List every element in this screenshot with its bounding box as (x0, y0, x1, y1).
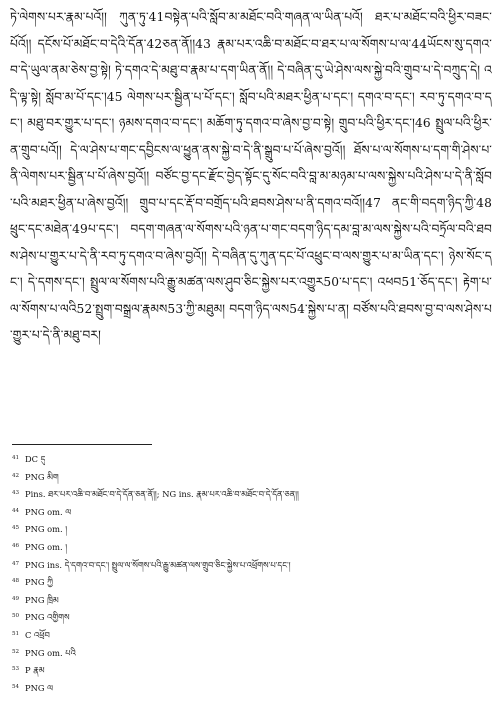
footnote-item (12, 645, 490, 663)
footnote-text: Pins. ཐར་པར་འཆི་བ་མཐོང་བ་དེ་དོན་ཅན་ནོ།།; NG ins. རྣམ་པར་འཆི་བ་མཐོང་བ་དེ་དོན་ཅན།། (25, 489, 299, 500)
footnote-number: 48 (12, 578, 20, 585)
footnote-number: 51 (12, 630, 20, 637)
footnote-number: 43 (12, 490, 20, 497)
footnote-number: 41 (12, 455, 20, 461)
footnote-text: PNG om. ། (25, 541, 68, 552)
footnote-number: 50 (12, 613, 20, 620)
footnote-item (12, 539, 490, 557)
footnote-item (12, 451, 490, 469)
footnote-item (12, 504, 490, 522)
footnote-text: C འཕྲོབ (25, 629, 50, 640)
footnote-number: 47 (12, 560, 20, 567)
footnote-text: P རྣམ (25, 665, 45, 676)
main-text-block: ཏེ་ལེགས་པར་རྣམ་པའོ།། ཀུན་ཏུ་41བསྟེན་པའི་སློབ་མ་མཐོང་བའི་གཞན་ལ་ཡིན་པའོ། ཐར་པ་མཐོང་བའི་ཕྱིར་བཟང་པོའོ།། དངོས་པོ་མཐོང་བ་དེའི་དོན་42ཅན་ནོ།།43 རྣམ་པར་འཆི་བ་མཐོང་བ་ཐར་པ་ལ་སོགས་པ་ལ་44ཡོངས་སུ་དགའ་བ་དེ་ཡུལ་ནམ་ཅེས་བྱ་སྟེ། ཏེ་དགའ་དེ་མཐུ་བ་རྣམ་པ་དག་ཡིན་ནོ།། དེ་བཞིན་དུ་ཡེ་ཤེས་ལས་སྐྱེ་བའི་གྲུབ་པ་དེ་བཀྲུད་དེ། འདི་ལྟ་སྟེ། སློབ་མ་པོ་དང་།45 ལེགས་པར་སྦྱིན་པ་པོ་དང་། སློབ་པའི་མཐར་ཕྱིན་པ་དང་། དགའ་བ་དང་། རབ་ཏུ་དགའ་བ་དང་། མཐུ་བར་གྱུར་པ་དང་། ཉམས་དགའ་བ་དང་། མཆོག་ཏུ་དགའ་བ་ཞེས་བྱ་བ་སྟེ། གྲུབ་པའི་ཕྱིར་དང་།46 སྤྲུལ་པའི་ཕྱིར་ན་གྲུབ་པའོ།། དེ་ལ་ཤེས་པ་གང་དབྱིངས་ལ་ཕྱུན་ནས་སྐྱེ་བ་དེ་ནི་སྒྲུབ་པ་པོ་ཞེས་བྱའོ།། ཐོས་པ་ལ་སོགས་པ་དག་གི་ཤེས་པ་ནི་ལེགས་པར་སྦྱིན་པ་པོ་ཞེས་བྱའོ།། བཙོང་བྱ་དང་རྫོང་བྱེད་སྟོང་དུ་སོང་བའི་བླ་མ་མཉམ་པ་ལས་སྐྱེས་པའི་ཤེས་པ་དེ་ནི་སློབ་པའི་མཐར་ཕྱིན་པ་ཞེས་བྱའོ།། གྲུབ་པ་དང་རྡོ་བ་བགྲོད་པའི་ཐབས་ཤེས་པ་ནི་དགའ་བའོ།།47 ནང་གི་བདག་ཉིད་ཀྱི་48ཕྲུང་དང་མཐེན་49པ་དང་། བདག་གཞན་ལ་སོགས་པའི་ཉན་པ་གང་བདག་ཉིད་དམ་བླ་མ་ལས་སྐྱེས་པའི་བཏྲོལ་བའི་ཐབས་ཤེས་པ་གྱུར་པ་དེ་ནི་རབ་ཏུ་དགའ་བ་ཞེས་བྱའོ།། དེ་བཞིན་དུ་ཀུན་དང་པོ་འཕྲུང་བ་ལས་གྱུར་པ་མ་ཡིན་དང་། ཉེས་སོང་དང་། དེ་དགས་དང་། སྤྲུལ་ལ་སོགས་པའི་རྒྱུ་མཚན་ལས་ཤུབ་ཅིང་སྐྱེས་པར་འགྱུར50་པ་དང་། འཕབ51་ཅོད་དང་། རྟེག་པ་ལ་སོགས་པ་ལའི52་སྤྲུག་བསྒྲལ་རྣམས53་ཀྱི་མཐུམ། བདག་ཉིད་ལས54་སྐྱེས་པ་ན། བཙོས་པའི་ཐབས་བྱ་བ་ལས་ཤེས་པ་གྱུར་པ་དེ་ནི་མཐུ་བར། (10, 10, 492, 342)
footnote-item (12, 557, 490, 575)
footnote-item (12, 627, 490, 645)
footnote-item (12, 662, 490, 680)
footnote-text: PNG om. ། (25, 524, 68, 535)
footnote-text: PNG མིག (25, 471, 59, 482)
footnote-text: PNG འགྱིགས (25, 612, 70, 623)
footnote-number: 46 (12, 542, 20, 549)
footnote-number: 53 (12, 666, 20, 673)
footnote-text: PNG ཀྱི (25, 577, 53, 588)
footnote-item (12, 469, 490, 487)
footnote-text: PNG ལ (25, 682, 53, 693)
footnote-item (12, 574, 490, 592)
footnote-item (12, 592, 490, 610)
footnote-item (12, 680, 490, 698)
footnote-item (12, 609, 490, 627)
footnote-item (12, 521, 490, 539)
footnote-text: PNG om. པའི (25, 647, 76, 658)
footnote-number: 44 (12, 507, 20, 514)
footnote-number: 45 (12, 525, 20, 532)
footnote-number: 54 (12, 683, 20, 690)
footnotes-list (12, 451, 490, 697)
footnote-number: 49 (12, 595, 20, 602)
footnote-number: 52 (12, 648, 20, 655)
footnote-number: 42 (12, 472, 20, 479)
footnote-text: PNG om. ལ (25, 506, 72, 517)
footnote-item (12, 486, 490, 504)
footnote-text: PNG ཁྲིམ (25, 594, 59, 605)
footnote-text: PNG ins. དེ་དགའ་བ་དང་། སྤྲུལ་ལ་སོགས་པའི་རྒྱུ་མཚན་ལས་གྲུབ་ཅིང་སྐྱེས་པ་འཕྲོགས་པ་དང་། (25, 559, 291, 570)
footnote-text: DC དུ (25, 454, 46, 464)
footnote-separator (12, 444, 152, 445)
